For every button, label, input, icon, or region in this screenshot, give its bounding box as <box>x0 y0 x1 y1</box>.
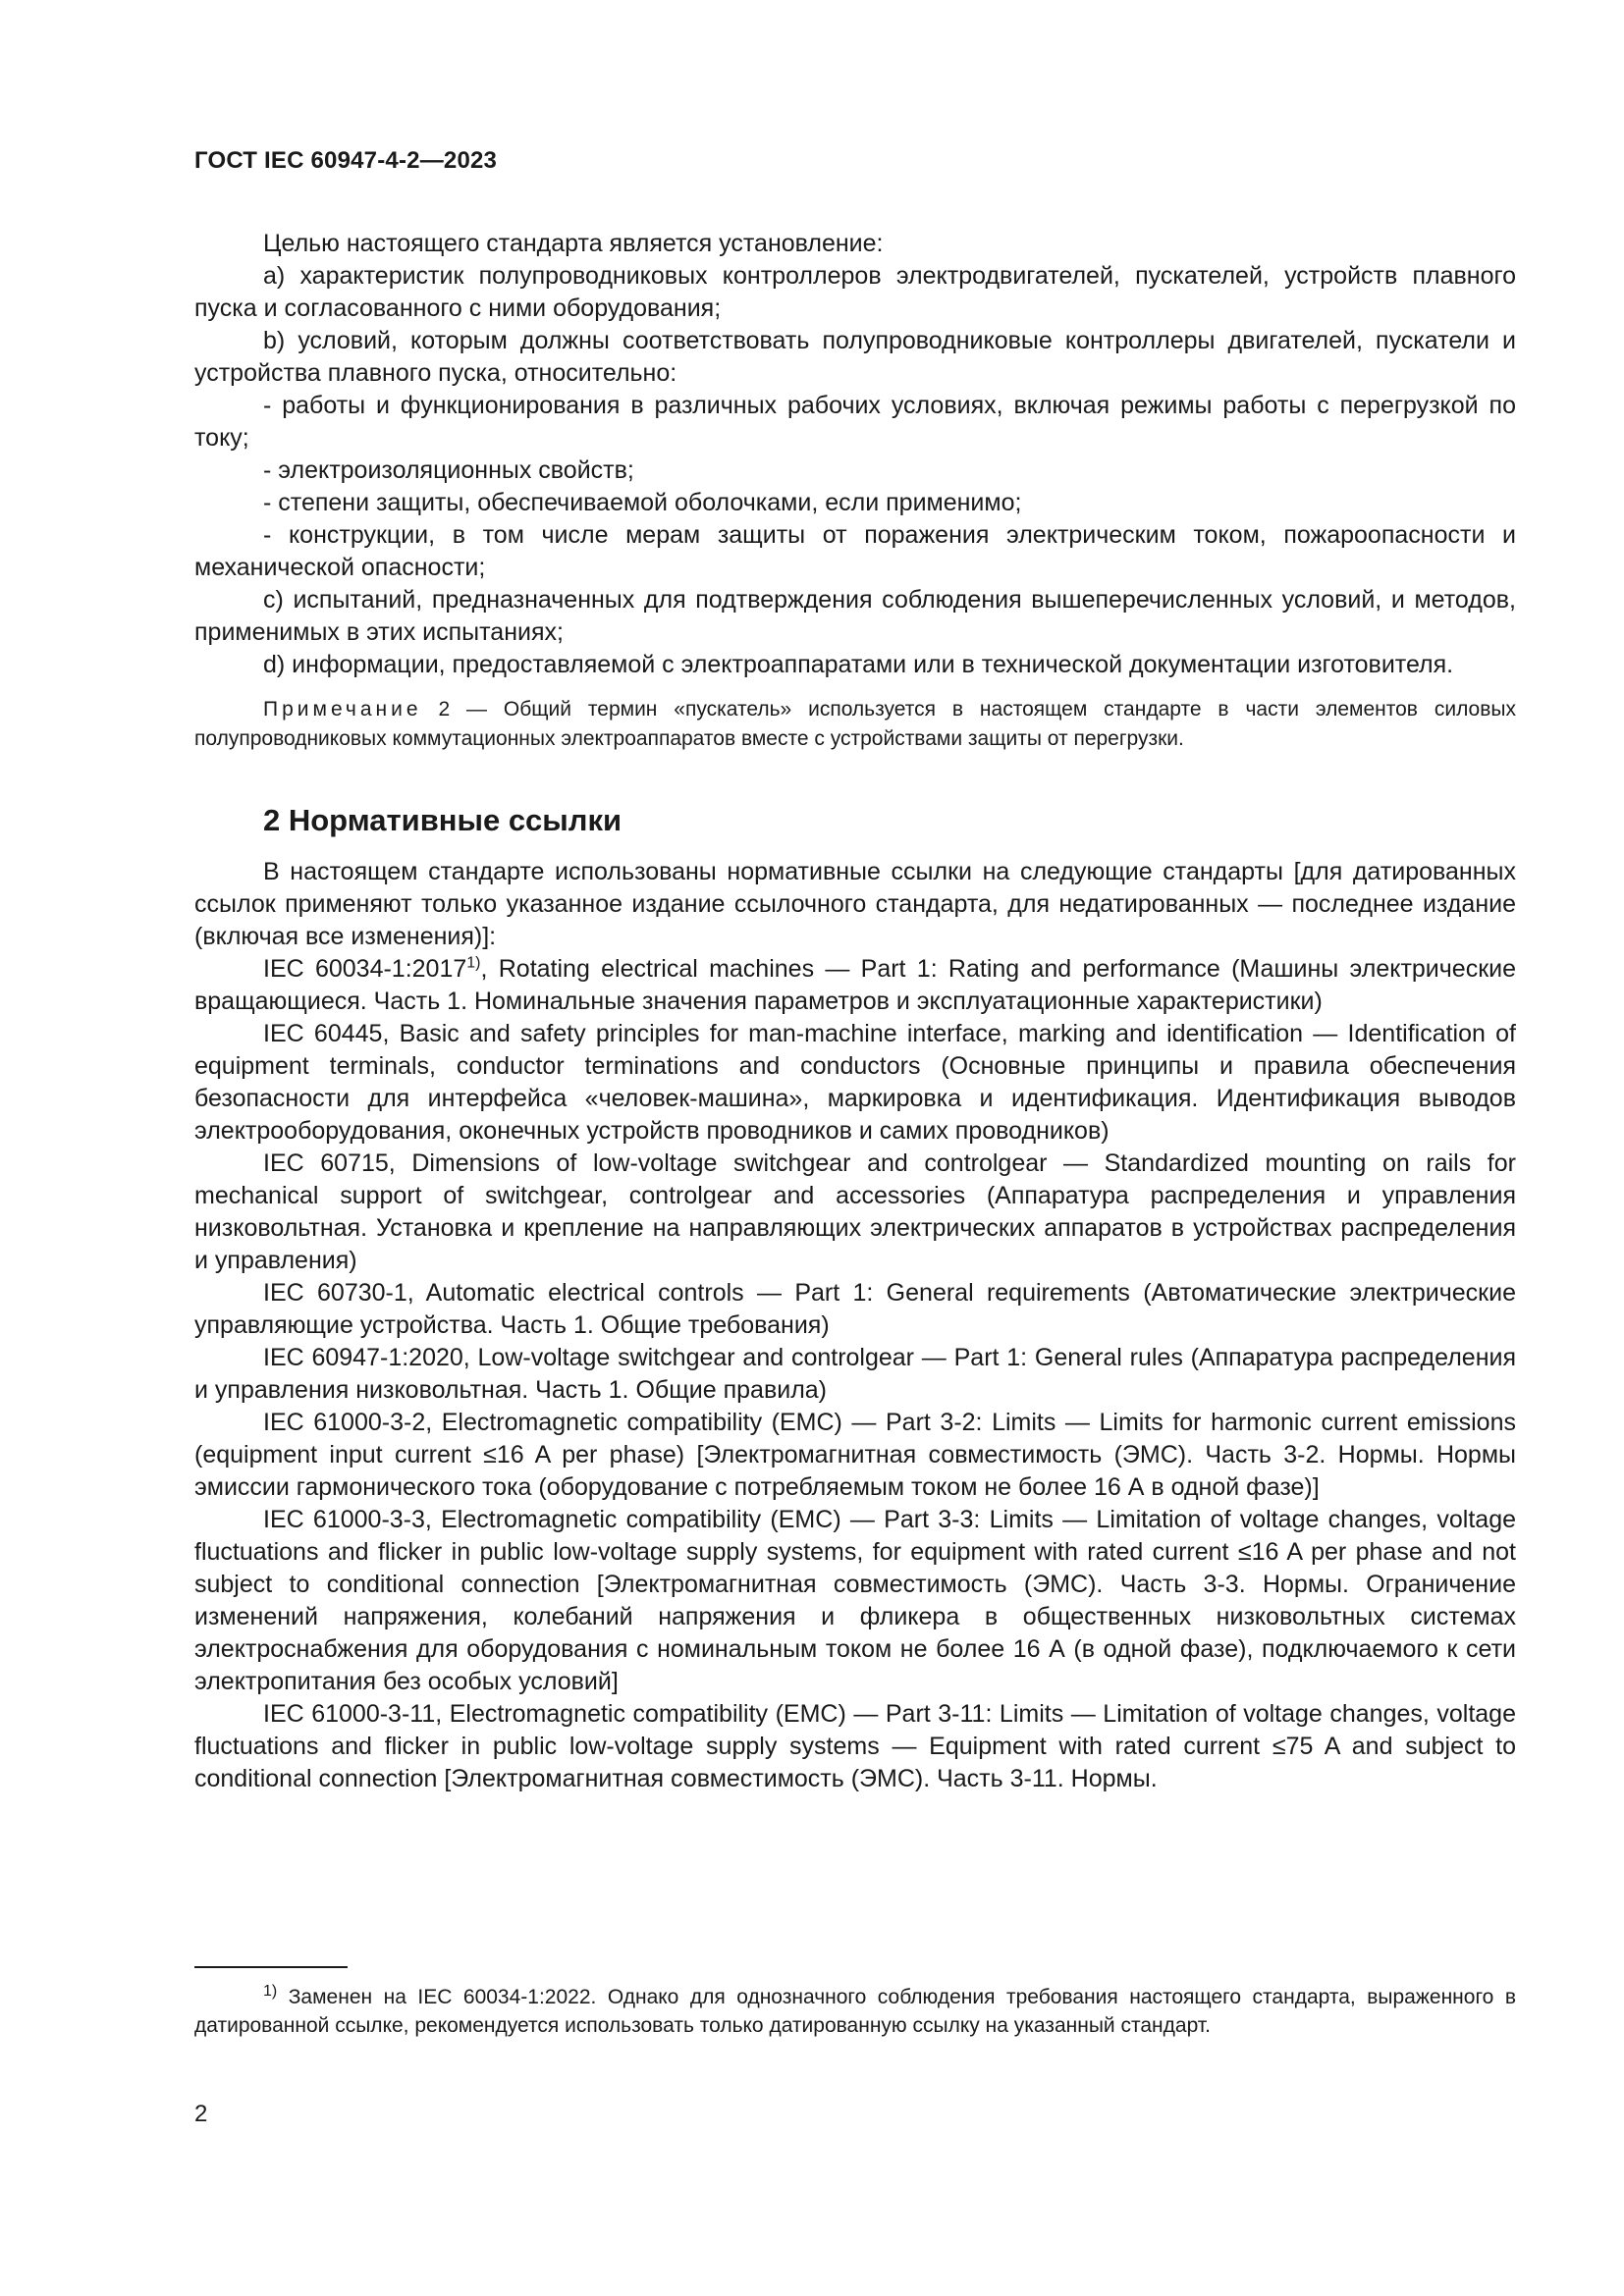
reference-item: IEC 60445, Basic and safety principles for man-machine interface, marking and identification — Identification of equipment terminals, conductor terminations and conductors (Основные принципы и правила обеспечения безопасности для интерфейса «человек-машина», маркировка и идентификация. Идентификация выводов электрооборудования, оконечных устройств проводников и самих проводников) <box>194 1020 1516 1145</box>
section-intro: В настоящем стандарте использованы нормативные ссылки на следующие стандарты [для датированных ссылок применяют только указанное издание ссылочного стандарта, для недатированных — последнее издание (включая все изменения)]: <box>194 858 1516 950</box>
reference-item: IEC 61000-3-3, Electromagnetic compatibility (EMC) — Part 3-3: Limits — Limitation of voltage changes, voltage fluctuations and flicker in public low-voltage supply systems, for equipment with rated current ≤16 A per phase and not subject to conditional connection [Электромагнитная совместимость (ЭМС). Часть 3-3. Нормы. Ограничение изменений напряжения, колебаний напряжения и фликера в общественных низковольтных системах электроснабжения для оборудования с номинальным током не более 16 А (в одной фазе), подключаемого к сети электропитания без особых условий] <box>194 1506 1516 1695</box>
footnote-marker: 1) <box>466 954 481 972</box>
reference-item <box>194 953 1516 1018</box>
document-header: ГОСТ IEC 60947-4-2—2023 <box>194 147 498 174</box>
reference-text: , Rotating electrical machines — Part 1: Rating and performance (Машины электрические вращающиеся. Часть 1. Номинальные значения параметров и эксплуатационные характеристики) <box>194 955 1516 1015</box>
footnote <box>194 1983 1516 2040</box>
intro-dash-2: - электроизоляционных свойств; <box>263 456 634 484</box>
footnote-marker: 1) <box>263 1983 278 2000</box>
note-label: Примечание <box>263 698 422 721</box>
reference-item: IEC 60947-1:2020, Low-voltage switchgear and controlgear — Part 1: General rules (Аппаратура распределения и управления низковольтная. Часть 1. Общие правила) <box>194 1344 1516 1404</box>
page-number: 2 <box>194 2101 208 2127</box>
reference-item: IEC 60715, Dimensions of low-voltage switchgear and controlgear — Standardized mounting on rails for mechanical support of switchgear, controlgear and accessories (Аппаратура распределения и управления низковольтная. Установка и крепление на направляющих электрических аппаратов в устройствах распределения и управления) <box>194 1149 1516 1274</box>
section-title: 2 Нормативные ссылки <box>263 803 623 837</box>
footnote-divider <box>194 1966 348 1968</box>
footnote-text: Заменен на IEC 60034-1:2022. Однако для однозначного соблюдения требования настоящего стандарта, выраженного в датированной ссылке, рекомендуется использовать только датированную ссылку на указанный стандарт. <box>194 1986 1516 2037</box>
note <box>194 695 1516 754</box>
intro-item-c: c) испытаний, предназначенных для подтверждения соблюдения вышеперечисленных условий, и методов, применимых в этих испытаниях; <box>194 586 1516 646</box>
reference-item: IEC 60730-1, Automatic electrical controls — Part 1: General requirements (Автоматические электрические управляющие устройства. Часть 1. Общие требования) <box>194 1279 1516 1339</box>
intro-item-a: a) характеристик полупроводниковых контроллеров электродвигателей, пускателей, устройств плавного пуска и согласованного с ними оборудования; <box>194 262 1516 322</box>
intro-lead: Целью настоящего стандарта является установление: <box>263 230 884 257</box>
reference-item: IEC 61000-3-2, Electromagnetic compatibility (EMC) — Part 3-2: Limits — Limits for harmonic current emissions (equipment input current ≤16 A per phase) [Электромагнитная совместимость (ЭМС). Часть 3-2. Нормы. Нормы эмиссии гармонического тока (оборудование с потребляемым током не более 16 А в одной фазе)] <box>194 1409 1516 1501</box>
intro-dash-1: - работы и функционирования в различных рабочих условиях, включая режимы работы с перегрузкой по току; <box>194 392 1516 452</box>
document-body <box>194 228 1516 1795</box>
intro-dash-4: - конструкции, в том числе мерам защиты от поражения электрическим током, пожароопасности и механической опасности; <box>194 521 1516 581</box>
reference-item: IEC 61000-3-11, Electromagnetic compatibility (EMC) — Part 3-11: Limits — Limitation of voltage changes, voltage fluctuations and flicker in public low-voltage supply systems — Equipment with rated current ≤75 A and subject to conditional connection [Электромагнитная совместимость (ЭМС). Часть 3-11. Нормы. <box>194 1700 1516 1792</box>
note-text: 2 — Общий термин «пускатель» используется в настоящем стандарте в части элементов силовых полупроводниковых коммутационных электроаппаратов вместе с устройствами защиты от перегрузки. <box>194 698 1516 750</box>
intro-item-b: b) условий, которым должны соответствовать полупроводниковые контроллеры двигателей, пускатели и устройства плавного пуска, относительно: <box>194 327 1516 387</box>
reference-code: IEC 60034-1:2017 <box>263 955 467 983</box>
intro-item-d: d) информации, предоставляемой с электроаппаратами или в технической документации изготовителя. <box>263 651 1454 678</box>
intro-dash-3: - степени защиты, обеспечиваемой оболочками, если применимо; <box>263 489 1022 516</box>
